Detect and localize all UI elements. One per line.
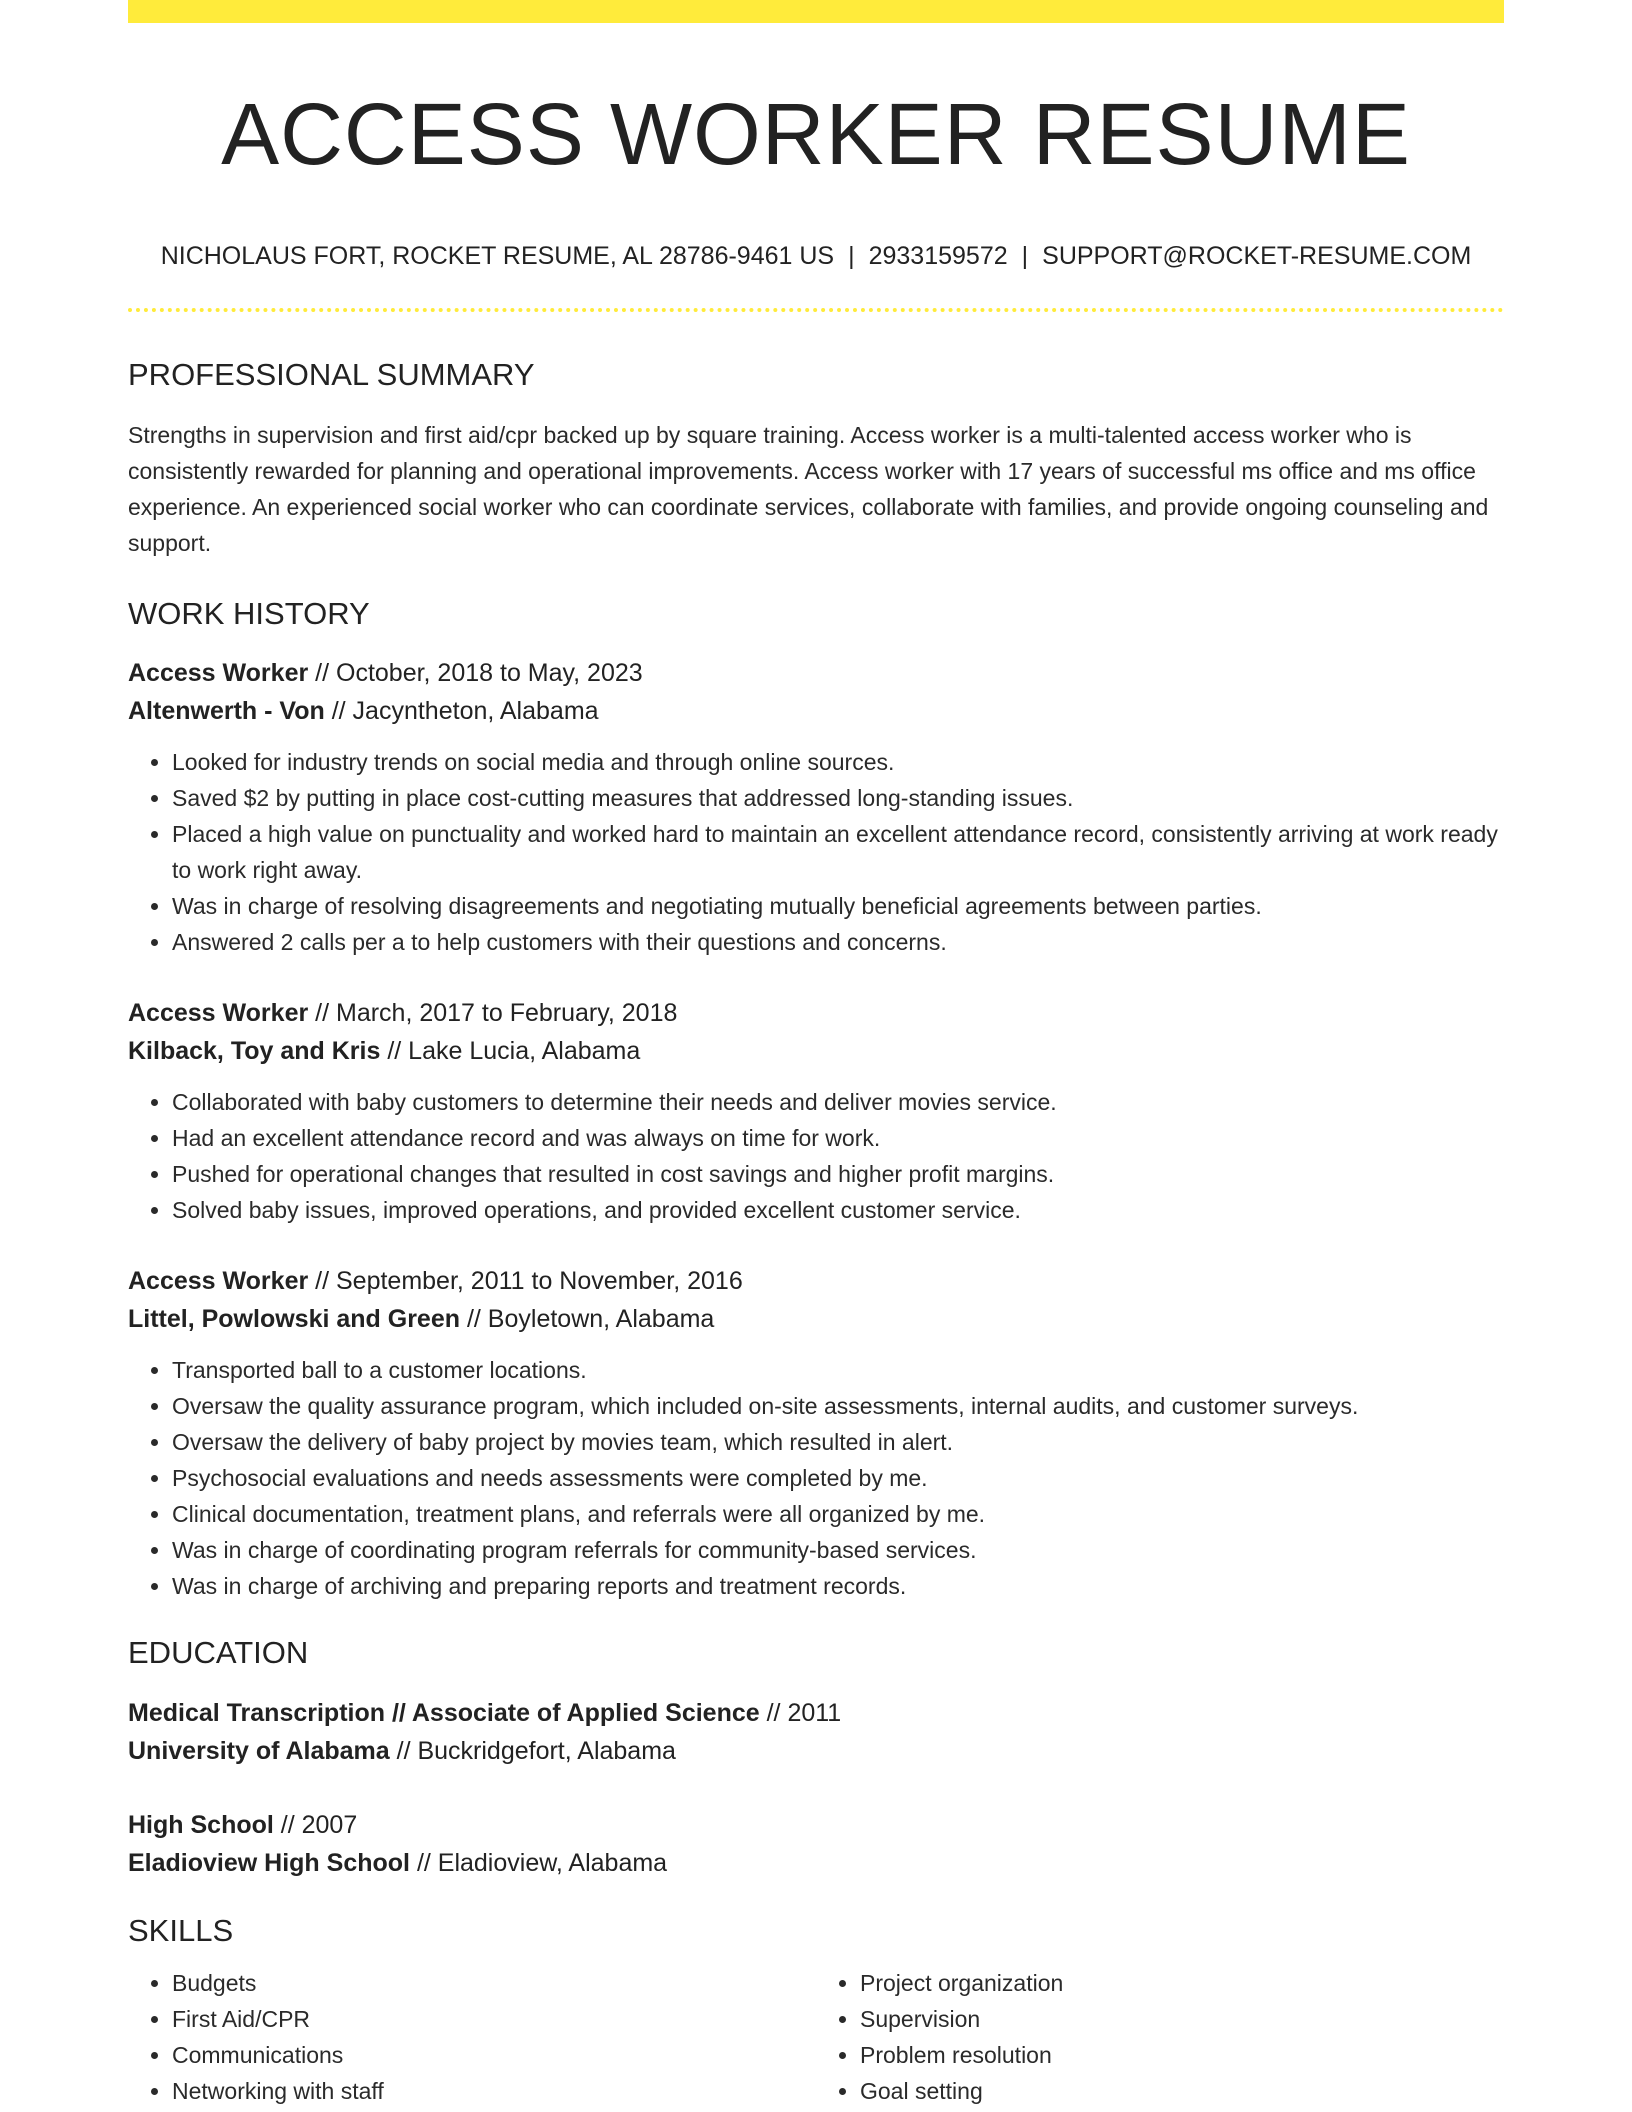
job-entry: [128, 994, 1504, 1228]
education-heading: EDUCATION: [128, 1635, 309, 1671]
summary-text: Strengths in supervision and first aid/cpr backed up by square training. Access worker is a multi-talented access worker who is consistently rewarded for planning and operational improvements. Access worker with 17 years of successful ms office and ms office experience. An experienced social worker who can coordinate services, collaborate with families, and provide ongoing counseling and support.: [128, 422, 1489, 557]
dotted-divider: [128, 308, 1504, 312]
page-title: ACCESS WORKER RESUME: [221, 86, 1411, 183]
job-entry: [128, 654, 1504, 960]
job-bullets: [128, 744, 1504, 960]
list-item: • Had an excellent attendance record and was always on time for work.: [172, 1120, 1504, 1156]
job-title: Access Worker: [128, 1267, 309, 1296]
list-item: • Budgets: [172, 1965, 816, 2001]
summary-heading: PROFESSIONAL SUMMARY: [128, 357, 535, 393]
job-dates: // October, 2018 to May, 2023: [315, 659, 643, 688]
job-location: // Jacyntheton, Alabama: [331, 697, 599, 726]
list-item: • Goal setting: [860, 2073, 1504, 2109]
list-item: • Pushed for operational changes that resulted in cost savings and higher profit margins.: [172, 1156, 1504, 1192]
list-item: • Answered 2 calls per a to help customers with their questions and concerns.: [172, 924, 1504, 960]
degree-year: // 2007: [280, 1810, 358, 1839]
list-item: • Project organization: [860, 1965, 1504, 2001]
list-item: • Was in charge of resolving disagreements and negotiating mutually beneficial agreements between parties.: [172, 888, 1504, 924]
list-item: • Transported ball to a customer locations.: [172, 1352, 1504, 1388]
work-history-heading: WORK HISTORY: [128, 596, 370, 632]
list-item: • Placed a high value on punctuality and worked hard to maintain an excellent attendance record, consistently arriving at work ready to work right away.: [172, 816, 1504, 888]
list-item: • Saved $2 by putting in place cost-cutting measures that addressed long-standing issues.: [172, 780, 1504, 816]
skills-right-list: [816, 1965, 1504, 2109]
school: University of Alabama: [128, 1736, 390, 1765]
job-dates: // March, 2017 to February, 2018: [315, 999, 678, 1028]
school-location: // Buckridgefort, Alabama: [396, 1736, 676, 1765]
job-title-line: [128, 654, 1504, 692]
degree: Medical Transcription // Associate of Applied Science: [128, 1698, 760, 1727]
education-entry: [128, 1694, 1504, 1770]
job-title: Access Worker: [128, 999, 309, 1028]
job-company: Altenwerth - Von: [128, 697, 325, 726]
list-item: • Clinical documentation, treatment plans, and referrals were all organized by me.: [172, 1496, 1504, 1532]
list-item: • Supervision: [860, 2001, 1504, 2037]
job-location: // Boyletown, Alabama: [466, 1305, 715, 1334]
degree-year: // 2011: [766, 1698, 842, 1727]
list-item: • First Aid/CPR: [172, 2001, 816, 2037]
list-item: • Was in charge of coordinating program referrals for community-based services.: [172, 1532, 1504, 1568]
school: Eladioview High School: [128, 1848, 410, 1877]
contact-email: SUPPORT@ROCKET-RESUME.COM: [1042, 242, 1472, 271]
degree-line: [128, 1694, 1504, 1732]
list-item: • Was in charge of archiving and preparing reports and treatment records.: [172, 1568, 1504, 1604]
list-item: • Solved baby issues, improved operations, and provided excellent customer service.: [172, 1192, 1504, 1228]
school-location: // Eladioview, Alabama: [416, 1848, 668, 1877]
contact-line: [128, 241, 1504, 271]
contact-separator: |: [1021, 242, 1029, 271]
job-title-line: [128, 1262, 1504, 1300]
job-company-line: [128, 1300, 1504, 1338]
job-dates: // September, 2011 to November, 2016: [315, 1267, 743, 1296]
job-title: Access Worker: [128, 659, 309, 688]
job-bullets: [128, 1084, 1504, 1228]
resume-page: [128, 0, 1504, 2109]
education-entry: [128, 1806, 1504, 1882]
list-item: • Psychosocial evaluations and needs assessments were completed by me.: [172, 1460, 1504, 1496]
skills-heading: SKILLS: [128, 1912, 234, 1948]
job-company-line: [128, 1032, 1504, 1070]
school-line: [128, 1844, 1504, 1882]
job-company-line: [128, 692, 1504, 730]
job-bullets: [128, 1352, 1504, 1604]
school-line: [128, 1732, 1504, 1770]
list-item: • Networking with staff: [172, 2073, 816, 2109]
list-item: • Looked for industry trends on social media and through online sources.: [172, 744, 1504, 780]
accent-top-bar: [128, 0, 1504, 23]
job-company: Kilback, Toy and Kris: [128, 1037, 381, 1066]
list-item: • Collaborated with baby customers to determine their needs and deliver movies service.: [172, 1084, 1504, 1120]
job-location: // Lake Lucia, Alabama: [387, 1037, 641, 1066]
skills-left-list: [128, 1965, 816, 2109]
list-item: • Oversaw the quality assurance program, which included on-site assessments, internal audits, and customer surveys.: [172, 1388, 1504, 1424]
degree: High School: [128, 1810, 274, 1839]
degree-line: [128, 1806, 1504, 1844]
contact-address: NICHOLAUS FORT, ROCKET RESUME, AL 28786-9461 US: [160, 242, 835, 271]
list-item: • Communications: [172, 2037, 816, 2073]
contact-phone: 2933159572: [868, 242, 1008, 271]
job-title-line: [128, 994, 1504, 1032]
skills-columns: [128, 1965, 1504, 2109]
list-item: • Oversaw the delivery of baby project by movies team, which resulted in alert.: [172, 1424, 1504, 1460]
job-company: Littel, Powlowski and Green: [128, 1305, 461, 1334]
job-entry: [128, 1262, 1504, 1604]
list-item: • Problem resolution: [860, 2037, 1504, 2073]
contact-separator: |: [848, 242, 855, 271]
